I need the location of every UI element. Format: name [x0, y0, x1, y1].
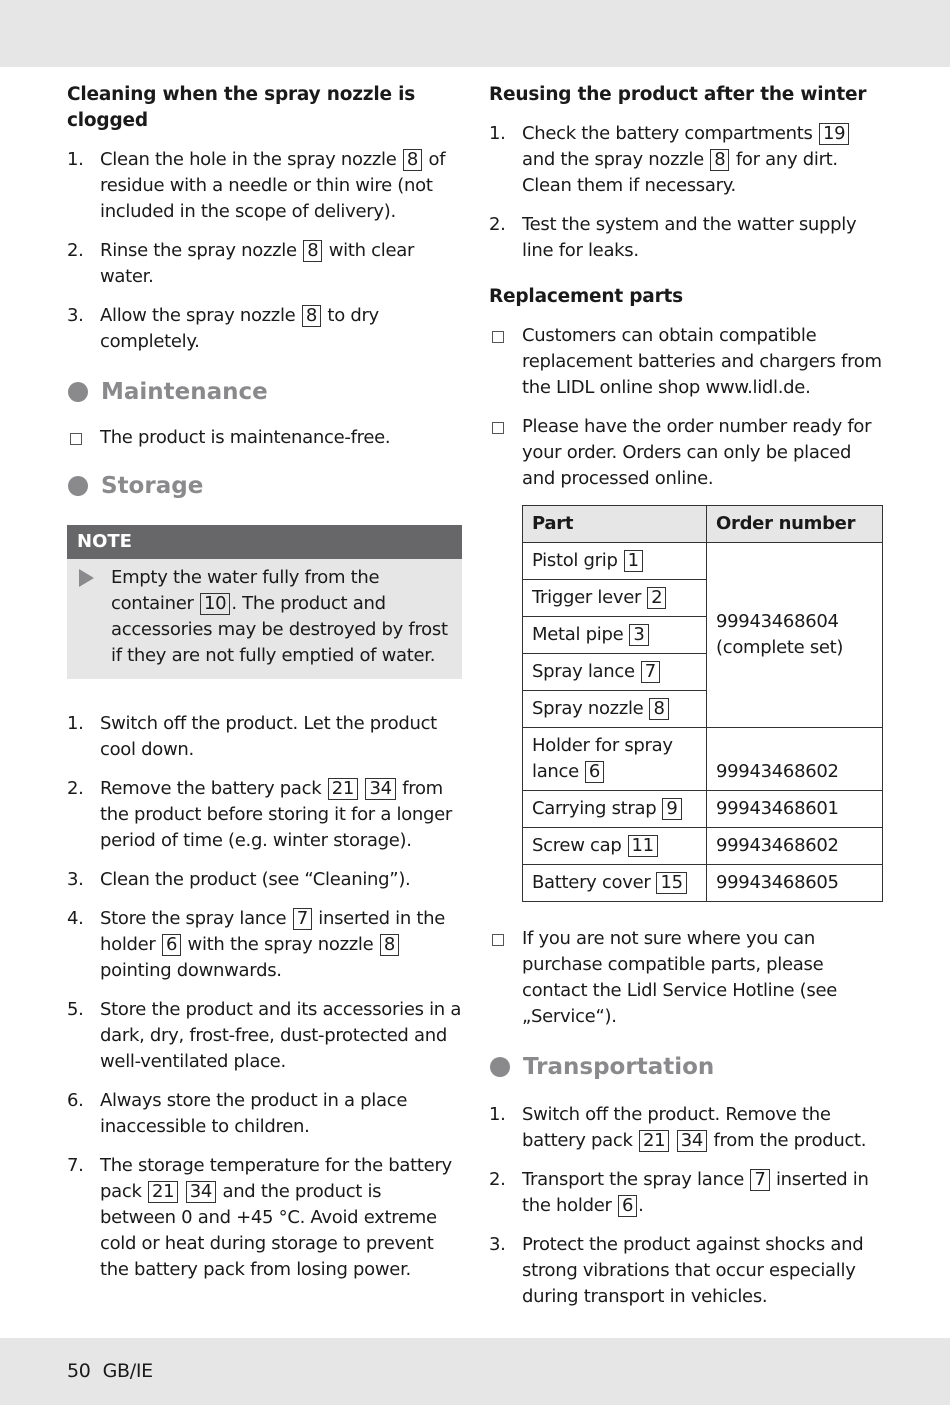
locale-label: GB/IE	[102, 1360, 153, 1382]
part-reference-number: 10	[200, 593, 230, 615]
text-run: Allow the spray nozzle	[100, 305, 301, 326]
list-item-text	[100, 867, 462, 893]
reusing-steps	[489, 121, 884, 264]
part-name: Holder for spray lance	[532, 735, 673, 782]
step-number: 1.	[489, 1104, 506, 1125]
table-row	[523, 865, 883, 902]
step-number: 1.	[67, 149, 84, 170]
replacement-bullets	[489, 323, 884, 492]
part-reference-number: 2	[647, 587, 666, 609]
right-column	[489, 82, 884, 1323]
list-item	[67, 303, 462, 355]
text-run: Empty the water fully from the container	[111, 567, 380, 614]
part-reference-number: 21	[639, 1130, 669, 1152]
list-item-text	[100, 147, 462, 225]
step-number: 3.	[67, 869, 84, 890]
text-run: The product is maintenance-free.	[100, 427, 391, 448]
part-cell	[523, 791, 707, 828]
part-cell	[523, 828, 707, 865]
storage-section-title	[67, 471, 462, 501]
part-name: Trigger lever	[532, 587, 642, 608]
list-item-text	[100, 776, 462, 854]
note-body	[67, 559, 462, 679]
part-reference-number: 8	[302, 305, 321, 327]
text-run: and the spray nozzle	[522, 149, 710, 170]
order-number-cell: 99943468601	[707, 791, 883, 828]
list-item	[67, 147, 462, 225]
text-run: from the product before storing it for a longer period of time (e.g. winter storage).	[100, 778, 452, 851]
order-number-cell: 99943468605	[707, 865, 883, 902]
part-cell	[523, 865, 707, 902]
maintenance-bullets	[67, 425, 462, 451]
step-number: 2.	[489, 214, 506, 235]
list-item	[489, 212, 884, 264]
text-run: .	[638, 1195, 644, 1216]
list-item-text	[522, 212, 884, 264]
list-item	[489, 323, 884, 401]
transportation-steps	[489, 1102, 884, 1310]
text-run: Clean the product (see “Cleaning”).	[100, 869, 411, 890]
text-run: from the product.	[708, 1130, 867, 1151]
part-reference-number: 9	[662, 798, 681, 820]
part-name: Metal pipe	[532, 624, 624, 645]
text-run: with the spray nozzle	[182, 934, 379, 955]
list-item	[489, 1167, 884, 1219]
step-number: 2.	[489, 1169, 506, 1190]
text-run	[179, 1181, 184, 1202]
list-item-text	[522, 323, 884, 401]
storage-note	[67, 525, 462, 679]
part-reference-number: 3	[629, 624, 648, 646]
section-bullet-icon	[68, 382, 88, 402]
part-reference-number: 7	[750, 1169, 769, 1191]
list-item	[67, 425, 462, 451]
step-number: 2.	[67, 778, 84, 799]
cleaning-heading: Cleaning when the spray nozzle is clogged	[67, 84, 416, 131]
part-name: Battery cover	[532, 872, 651, 893]
part-reference-number: 34	[186, 1181, 216, 1203]
part-cell	[523, 728, 707, 791]
list-item-text	[100, 1153, 462, 1283]
arrow-right-icon	[79, 569, 94, 587]
text-run: Clean the hole in the spray nozzle	[100, 149, 402, 170]
part-reference-number: 34	[365, 778, 395, 800]
list-item	[67, 776, 462, 854]
maintenance-heading: Maintenance	[101, 379, 268, 405]
step-number: 3.	[67, 305, 84, 326]
replacement-bullets-after	[489, 926, 884, 1030]
list-item-text	[100, 425, 462, 451]
list-item	[67, 1153, 462, 1283]
part-reference-number: 1	[624, 550, 643, 572]
part-cell	[523, 691, 707, 728]
part-cell	[523, 543, 707, 580]
part-reference-number: 8	[710, 149, 729, 171]
part-reference-number: 34	[677, 1130, 707, 1152]
part-cell	[523, 654, 707, 691]
step-number: 6.	[67, 1090, 84, 1111]
text-run: Please have the order number ready for your order. Orders can only be placed and processed online.	[522, 416, 872, 489]
text-run: inserted in the holder	[522, 1169, 869, 1216]
part-name: Spray lance	[532, 661, 635, 682]
part-reference-number: 6	[585, 761, 604, 783]
text-run: Test the system and the watter supply line for leaks.	[522, 214, 857, 261]
parts-table	[522, 505, 883, 902]
list-item	[67, 238, 462, 290]
text-run: Protect the product against shocks and strong vibrations that occur especially during transport in vehicles.	[522, 1234, 864, 1307]
list-item-text	[100, 906, 462, 984]
text-run: Customers can obtain compatible replacement batteries and chargers from the LIDL online shop www.lidl.de.	[522, 325, 882, 398]
storage-heading: Storage	[101, 473, 204, 499]
list-item-text	[522, 414, 884, 492]
text-run: Store the product and its accessories in a dark, dry, frost-free, dust-protected and well-ventilated place.	[100, 999, 462, 1072]
list-item	[489, 1102, 884, 1154]
parts-table-body	[523, 543, 883, 902]
checkbox-bullet-icon	[489, 323, 522, 401]
section-bullet-icon	[68, 476, 88, 496]
text-run	[359, 778, 364, 799]
text-run: If you are not sure where you can purchase compatible parts, please contact the Lidl Service Hotline (see „Service“).	[522, 928, 838, 1027]
part-reference-number: 8	[649, 698, 668, 720]
list-item	[489, 1232, 884, 1310]
list-item-text	[100, 238, 462, 290]
order-number-cell: 99943468602	[707, 828, 883, 865]
list-item-text	[100, 997, 462, 1075]
step-number: 1.	[67, 713, 84, 734]
note-text	[111, 565, 452, 669]
text-run: and the product is between 0 and +45 °C. Avoid extreme cold or heat during storage to prevent the battery pack from losing power.	[100, 1181, 437, 1280]
transportation-section-title	[489, 1052, 884, 1082]
part-reference-number: 21	[328, 778, 358, 800]
part-reference-number: 7	[641, 661, 660, 683]
step-number: 3.	[489, 1234, 506, 1255]
text-run: The storage temperature for the battery pack	[100, 1155, 452, 1202]
order-number-cell: 99943468604 (complete set)	[707, 543, 883, 728]
table-header-row	[523, 506, 883, 543]
checkbox-bullet-icon	[489, 414, 522, 492]
list-item	[67, 1088, 462, 1140]
list-item-text	[522, 1102, 884, 1154]
step-number: 7.	[67, 1155, 84, 1176]
section-bullet-icon	[490, 1057, 510, 1077]
list-item	[489, 414, 884, 492]
step-number: 4.	[67, 908, 84, 929]
text-run: . The product and accessories may be destroyed by frost if they are not fully emptied of water.	[111, 593, 448, 666]
list-item	[67, 867, 462, 893]
text-run: Transport the spray lance	[522, 1169, 750, 1190]
text-run: Store the spray lance	[100, 908, 292, 929]
part-reference-number: 11	[628, 835, 658, 857]
transportation-heading: Transportation	[523, 1054, 715, 1080]
step-number: 2.	[67, 240, 84, 261]
cleaning-steps	[67, 147, 462, 355]
text-run: Switch off the product. Let the product cool down.	[100, 713, 437, 760]
text-run: Switch off the product. Remove the battery pack	[522, 1104, 831, 1151]
part-reference-number: 6	[162, 934, 181, 956]
step-number: 5.	[67, 999, 84, 1020]
list-item	[67, 997, 462, 1075]
table-row	[523, 791, 883, 828]
step-number: 1.	[489, 123, 506, 144]
part-reference-number: 8	[380, 934, 399, 956]
table-row	[523, 543, 883, 580]
column-header-order-number: Order number	[707, 506, 883, 543]
text-run: pointing downwards.	[100, 960, 282, 981]
list-item-text	[522, 1232, 884, 1310]
part-reference-number: 7	[293, 908, 312, 930]
replacement-heading: Replacement parts	[489, 286, 683, 307]
part-reference-number: 15	[656, 872, 686, 894]
list-item	[489, 121, 884, 199]
reusing-heading: Reusing the product after the winter	[489, 84, 867, 105]
part-reference-number: 21	[148, 1181, 178, 1203]
left-column	[67, 82, 462, 1296]
part-reference-number: 8	[303, 240, 322, 262]
text-run: Remove the battery pack	[100, 778, 327, 799]
part-cell	[523, 617, 707, 654]
list-item	[67, 906, 462, 984]
checkbox-bullet-icon	[489, 926, 522, 1030]
part-reference-number: 8	[403, 149, 422, 171]
footer	[67, 1360, 153, 1382]
maintenance-section-title	[67, 377, 462, 407]
list-item-text	[100, 303, 462, 355]
text-run: Rinse the spray nozzle	[100, 240, 303, 261]
table-row	[523, 828, 883, 865]
part-reference-number: 6	[618, 1195, 637, 1217]
part-reference-number: 19	[819, 123, 849, 145]
text-run: for any dirt. Clean them if necessary.	[522, 149, 838, 196]
list-item-text	[522, 121, 884, 199]
text-run: Check the battery compartments	[522, 123, 819, 144]
column-header-part: Part	[523, 506, 707, 543]
table-row	[523, 728, 883, 791]
note-label: NOTE	[67, 525, 462, 559]
text-run: to dry completely.	[100, 305, 379, 352]
page-number: 50	[67, 1360, 91, 1382]
checkbox-bullet-icon	[67, 425, 100, 451]
part-cell	[523, 580, 707, 617]
storage-steps	[67, 711, 462, 1283]
list-item-text	[100, 711, 462, 763]
order-number-cell: 99943468602	[707, 728, 883, 791]
part-name: Spray nozzle	[532, 698, 644, 719]
list-item	[67, 711, 462, 763]
header-band	[0, 0, 950, 67]
part-name: Screw cap	[532, 835, 622, 856]
text-run: with clear water.	[100, 240, 415, 287]
part-name: Pistol grip	[532, 550, 618, 571]
text-run: of residue with a needle or thin wire (not included in the scope of delivery).	[100, 149, 446, 222]
list-item	[489, 926, 884, 1030]
part-name: Carrying strap	[532, 798, 657, 819]
text-run: Always store the product in a place inaccessible to children.	[100, 1090, 408, 1137]
list-item-text	[522, 1167, 884, 1219]
text-run: inserted in the holder	[100, 908, 445, 955]
list-item-text	[522, 926, 884, 1030]
list-item-text	[100, 1088, 462, 1140]
text-run	[670, 1130, 675, 1151]
